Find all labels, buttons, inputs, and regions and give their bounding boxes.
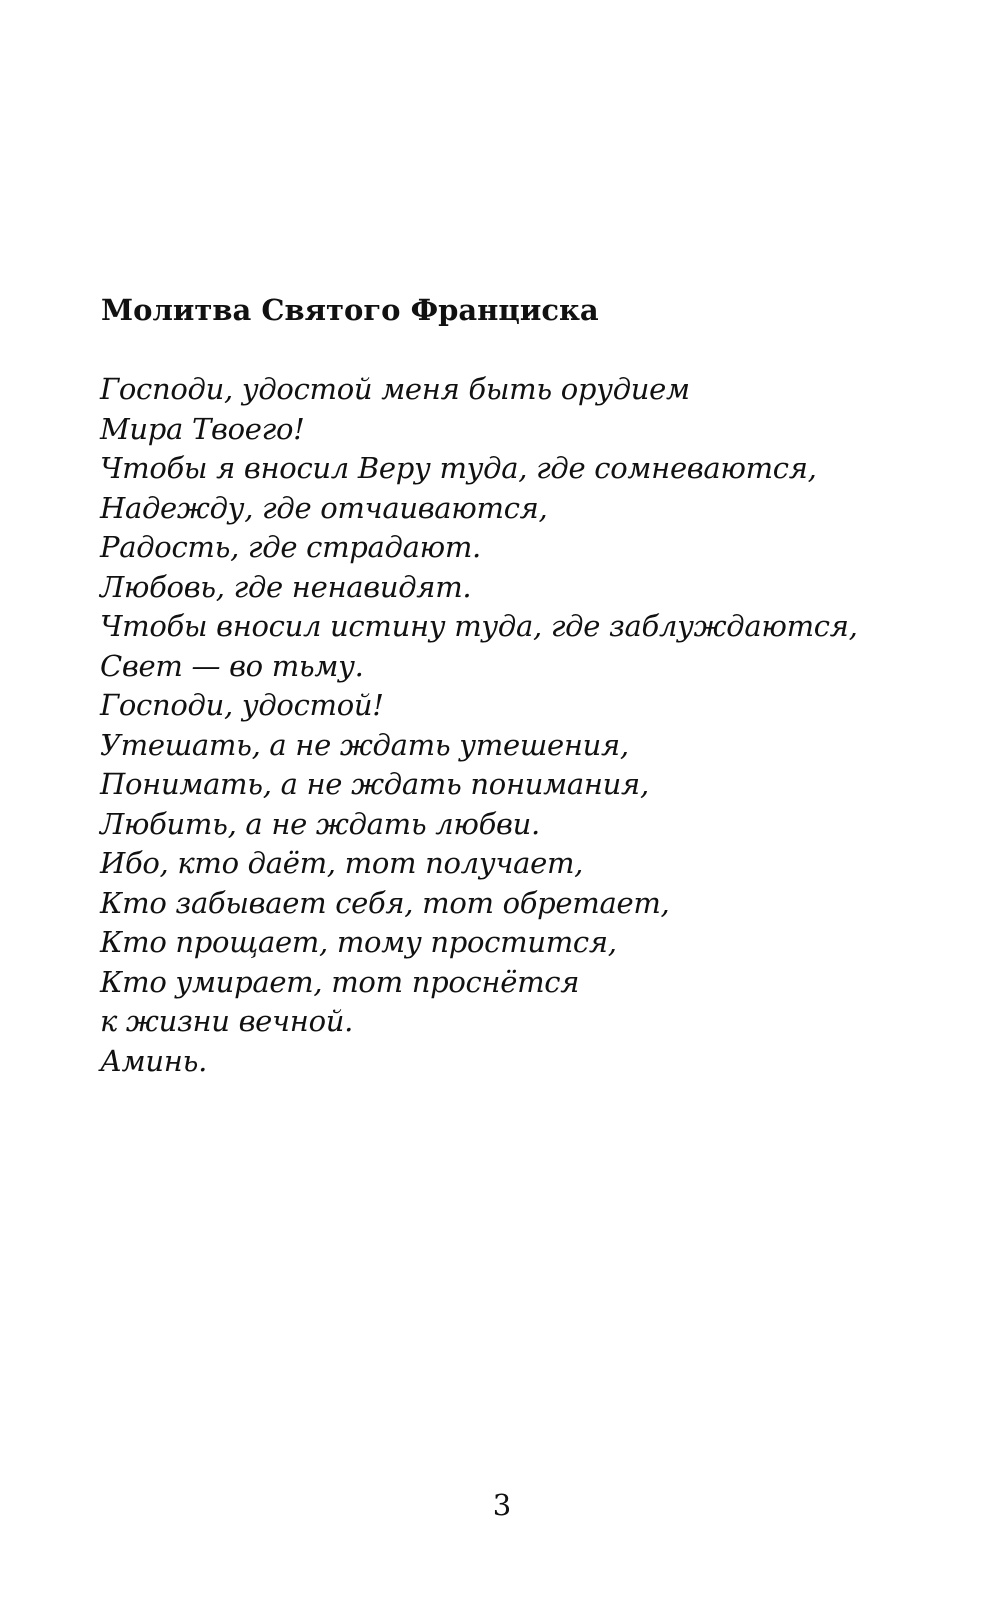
prayer-line: Господи, удостой! [100, 688, 384, 722]
prayer-line: Утешать, а не ждать утешения, [100, 727, 629, 762]
prayer-line: Радость, где страдают. [100, 530, 481, 564]
prayer-line: Кто умирает, тот проснётся [100, 964, 580, 999]
prayer-line: Аминь. [100, 1043, 207, 1078]
prayer-line: к жизни вечной. [100, 1004, 354, 1038]
prayer-line: Ибо, кто даёт, тот получает, [100, 846, 584, 880]
prayer-line: Чтобы вносил истину туда, где заблуждаются, [100, 609, 858, 643]
prayer-line: Надежду, где отчаиваются, [100, 490, 548, 525]
prayer-line: Кто прощает, тому простится, [100, 925, 617, 959]
prayer-text [100, 370, 858, 1081]
prayer-title: Молитва Святого Франциска [101, 293, 599, 327]
prayer-line: Чтобы я вносил Веру туда, где сомневаются, [100, 451, 817, 485]
prayer-line: Кто забывает себя, тот обретает, [100, 885, 670, 920]
prayer-line: Любить, а не ждать любви. [100, 806, 540, 841]
prayer-line: Понимать, а не ждать понимания, [100, 767, 649, 801]
prayer-line: Любовь, где ненавидят. [100, 569, 472, 604]
page-number: 3 [492, 1488, 512, 1522]
prayer-line: Господи, удостой меня быть орудием [100, 372, 690, 406]
prayer-line: Свет — во тьму. [100, 648, 364, 683]
prayer-line: Мира Твоего! [100, 411, 305, 446]
